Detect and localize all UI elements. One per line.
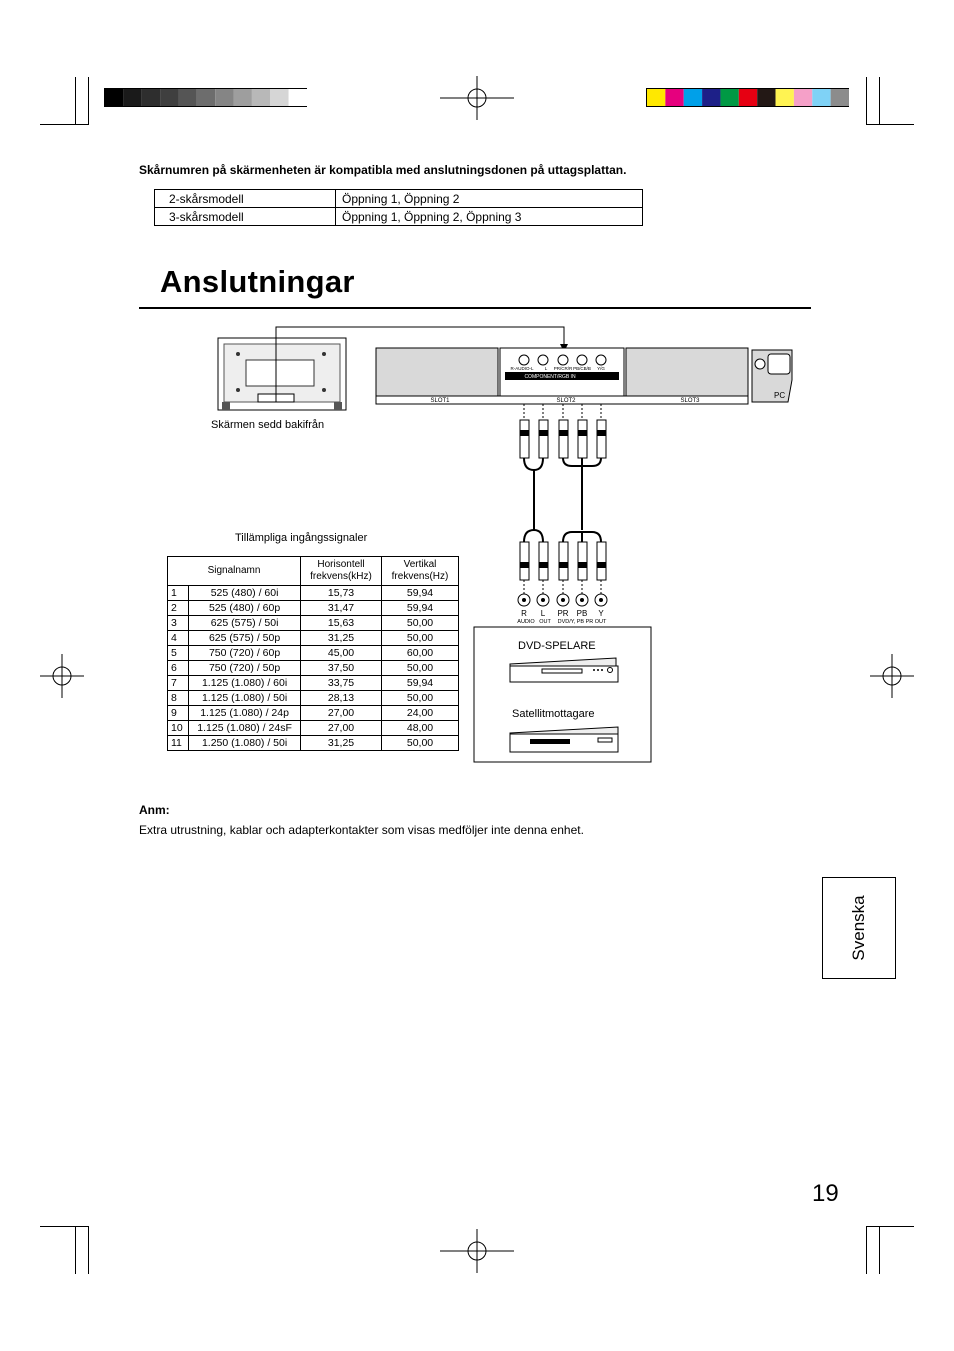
table-cell: 48,00	[382, 721, 459, 736]
table-row	[155, 190, 643, 208]
color-swatch	[178, 89, 196, 106]
table-cell: 4	[168, 631, 189, 646]
table-cell: 15,63	[301, 616, 382, 631]
color-swatch	[684, 89, 702, 106]
slot-table	[154, 189, 643, 226]
jack-label-bottom: L	[540, 609, 546, 618]
jack-label-bottom: R	[521, 609, 527, 618]
page-title: Anslutningar	[160, 264, 355, 299]
jack-label-top: L	[544, 366, 548, 371]
table-cell: 625 (575) / 50i	[189, 616, 301, 631]
jack-label-top: PB/CB/B	[573, 366, 591, 371]
table-cell: 625 (575) / 50p	[189, 631, 301, 646]
color-swatch	[105, 89, 123, 106]
header-vertical: Vertikal frekvens(Hz)	[382, 557, 459, 586]
table-row	[168, 646, 459, 661]
language-tab	[822, 877, 896, 979]
table-cell: 28,13	[301, 691, 382, 706]
color-swatch	[142, 89, 160, 106]
jack-label-bottom: PR	[557, 609, 569, 618]
table-cell: 24,00	[382, 706, 459, 721]
color-swatch	[812, 89, 830, 106]
jack-sublabel: OUT	[539, 619, 551, 625]
table-cell: 60,00	[382, 646, 459, 661]
pc-label: PC	[774, 391, 786, 400]
table-cell: 50,00	[382, 616, 459, 631]
color-swatch	[757, 89, 775, 106]
lower-plugs	[520, 542, 606, 580]
table-row	[168, 616, 459, 631]
table-cell: 11	[168, 736, 189, 751]
header-signal-name: Signalnamn	[168, 557, 301, 586]
table-cell: 7	[168, 676, 189, 691]
table-cell: 2	[168, 601, 189, 616]
color-swatch	[270, 89, 288, 106]
table-row	[168, 721, 459, 736]
table-cell: 31,47	[301, 601, 382, 616]
signal-table	[167, 556, 459, 751]
table-cell: 5	[168, 646, 189, 661]
table-cell: 59,94	[382, 586, 459, 601]
table-cell: 750 (720) / 50p	[189, 661, 301, 676]
table-cell: 31,25	[301, 631, 382, 646]
language-label: Svenska	[849, 895, 868, 961]
signals-caption: Tillämpliga ingångssignaler	[235, 532, 368, 544]
table-row	[168, 691, 459, 706]
table-row	[168, 601, 459, 616]
color-swatch	[647, 89, 665, 106]
table-cell: 8	[168, 691, 189, 706]
table-cell: 6	[168, 661, 189, 676]
gray-bar	[104, 88, 308, 108]
display-rear-view	[218, 338, 346, 410]
table-cell: 31,25	[301, 736, 382, 751]
jack-label-bottom: Y	[598, 609, 604, 618]
table-cell: 50,00	[382, 661, 459, 676]
jack-label-top: Y/G	[597, 366, 605, 371]
slot3-label: SLOT3	[680, 398, 700, 404]
dvd-label: DVD-SPELARE	[518, 640, 596, 652]
strip-label: COMPONENT/RGB IN	[524, 374, 576, 380]
table-cell: Öppning 1, Öppning 2, Öppning 3	[336, 208, 643, 226]
table-cell: Öppning 1, Öppning 2	[336, 190, 643, 208]
color-swatch	[831, 89, 849, 106]
table-row	[155, 208, 643, 226]
jack-sublabel: AUDIO	[517, 619, 535, 625]
color-swatch	[215, 89, 233, 106]
color-swatch	[234, 89, 252, 106]
table-row	[168, 661, 459, 676]
table-row	[168, 676, 459, 691]
table-cell: 525 (480) / 60i	[189, 586, 301, 601]
table-row	[168, 631, 459, 646]
table-cell: 50,00	[382, 691, 459, 706]
jack-label-top: PR/CR/R	[553, 366, 573, 371]
jack-label-top: R-AUDIO-L	[510, 366, 534, 371]
slot1-label: SLOT1	[430, 398, 450, 404]
table-cell: 50,00	[382, 631, 459, 646]
table-cell: 3-skårsmodell	[155, 208, 336, 226]
table-cell: 15,73	[301, 586, 382, 601]
table-cell: 3	[168, 616, 189, 631]
color-swatch	[665, 89, 683, 106]
table-cell: 1.125 (1.080) / 24p	[189, 706, 301, 721]
color-swatch	[197, 89, 215, 106]
color-swatch	[794, 89, 812, 106]
table-cell: 1.125 (1.080) / 50i	[189, 691, 301, 706]
color-swatch	[739, 89, 757, 106]
table-cell: 10	[168, 721, 189, 736]
table-row	[168, 706, 459, 721]
table-cell: 1	[168, 586, 189, 601]
color-swatch	[720, 89, 738, 106]
rear-view-caption: Skärmen sedd bakifrån	[211, 419, 325, 431]
upper-plugs	[520, 420, 606, 458]
table-cell: 27,00	[301, 706, 382, 721]
table-cell: 1.125 (1.080) / 60i	[189, 676, 301, 691]
color-swatch	[776, 89, 794, 106]
color-swatch	[123, 89, 141, 106]
intro-text: Skårnumren på skärmenheten är kompatibla med anslutningsdonen på uttagsplattan.	[139, 163, 627, 177]
table-header-row	[168, 557, 459, 586]
table-cell: 37,50	[301, 661, 382, 676]
page-number: 19	[812, 1180, 839, 1207]
table-cell: 525 (480) / 60p	[189, 601, 301, 616]
color-bar	[646, 88, 850, 108]
jack-sublabel: DVD/Y, PB PR OUT	[557, 619, 607, 625]
table-cell: 9	[168, 706, 189, 721]
color-swatch	[252, 89, 270, 106]
color-swatch	[289, 89, 307, 106]
table-cell: 1.250 (1.080) / 50i	[189, 736, 301, 751]
slot2-label: SLOT2	[556, 398, 576, 404]
table-cell: 1.125 (1.080) / 24sF	[189, 721, 301, 736]
table-cell: 27,00	[301, 721, 382, 736]
table-cell: 50,00	[382, 736, 459, 751]
note-label: Anm:	[139, 803, 170, 817]
table-cell: 33,75	[301, 676, 382, 691]
table-cell: 59,94	[382, 601, 459, 616]
table-cell: 45,00	[301, 646, 382, 661]
table-row	[168, 586, 459, 601]
table-cell: 750 (720) / 60p	[189, 646, 301, 661]
header-horizontal: Horisontell frekvens(kHz)	[301, 557, 382, 586]
table-cell: 2-skårsmodell	[155, 190, 336, 208]
color-swatch	[160, 89, 178, 106]
note-text: Extra utrustning, kablar och adapterkontakter som visas medföljer inte denna enhet.	[139, 823, 584, 837]
color-swatch	[702, 89, 720, 106]
table-row	[168, 736, 459, 751]
satellite-label: Satellitmottagare	[512, 708, 595, 720]
jack-label-bottom: PB	[576, 609, 588, 618]
title-rule	[139, 307, 811, 309]
table-cell: 59,94	[382, 676, 459, 691]
